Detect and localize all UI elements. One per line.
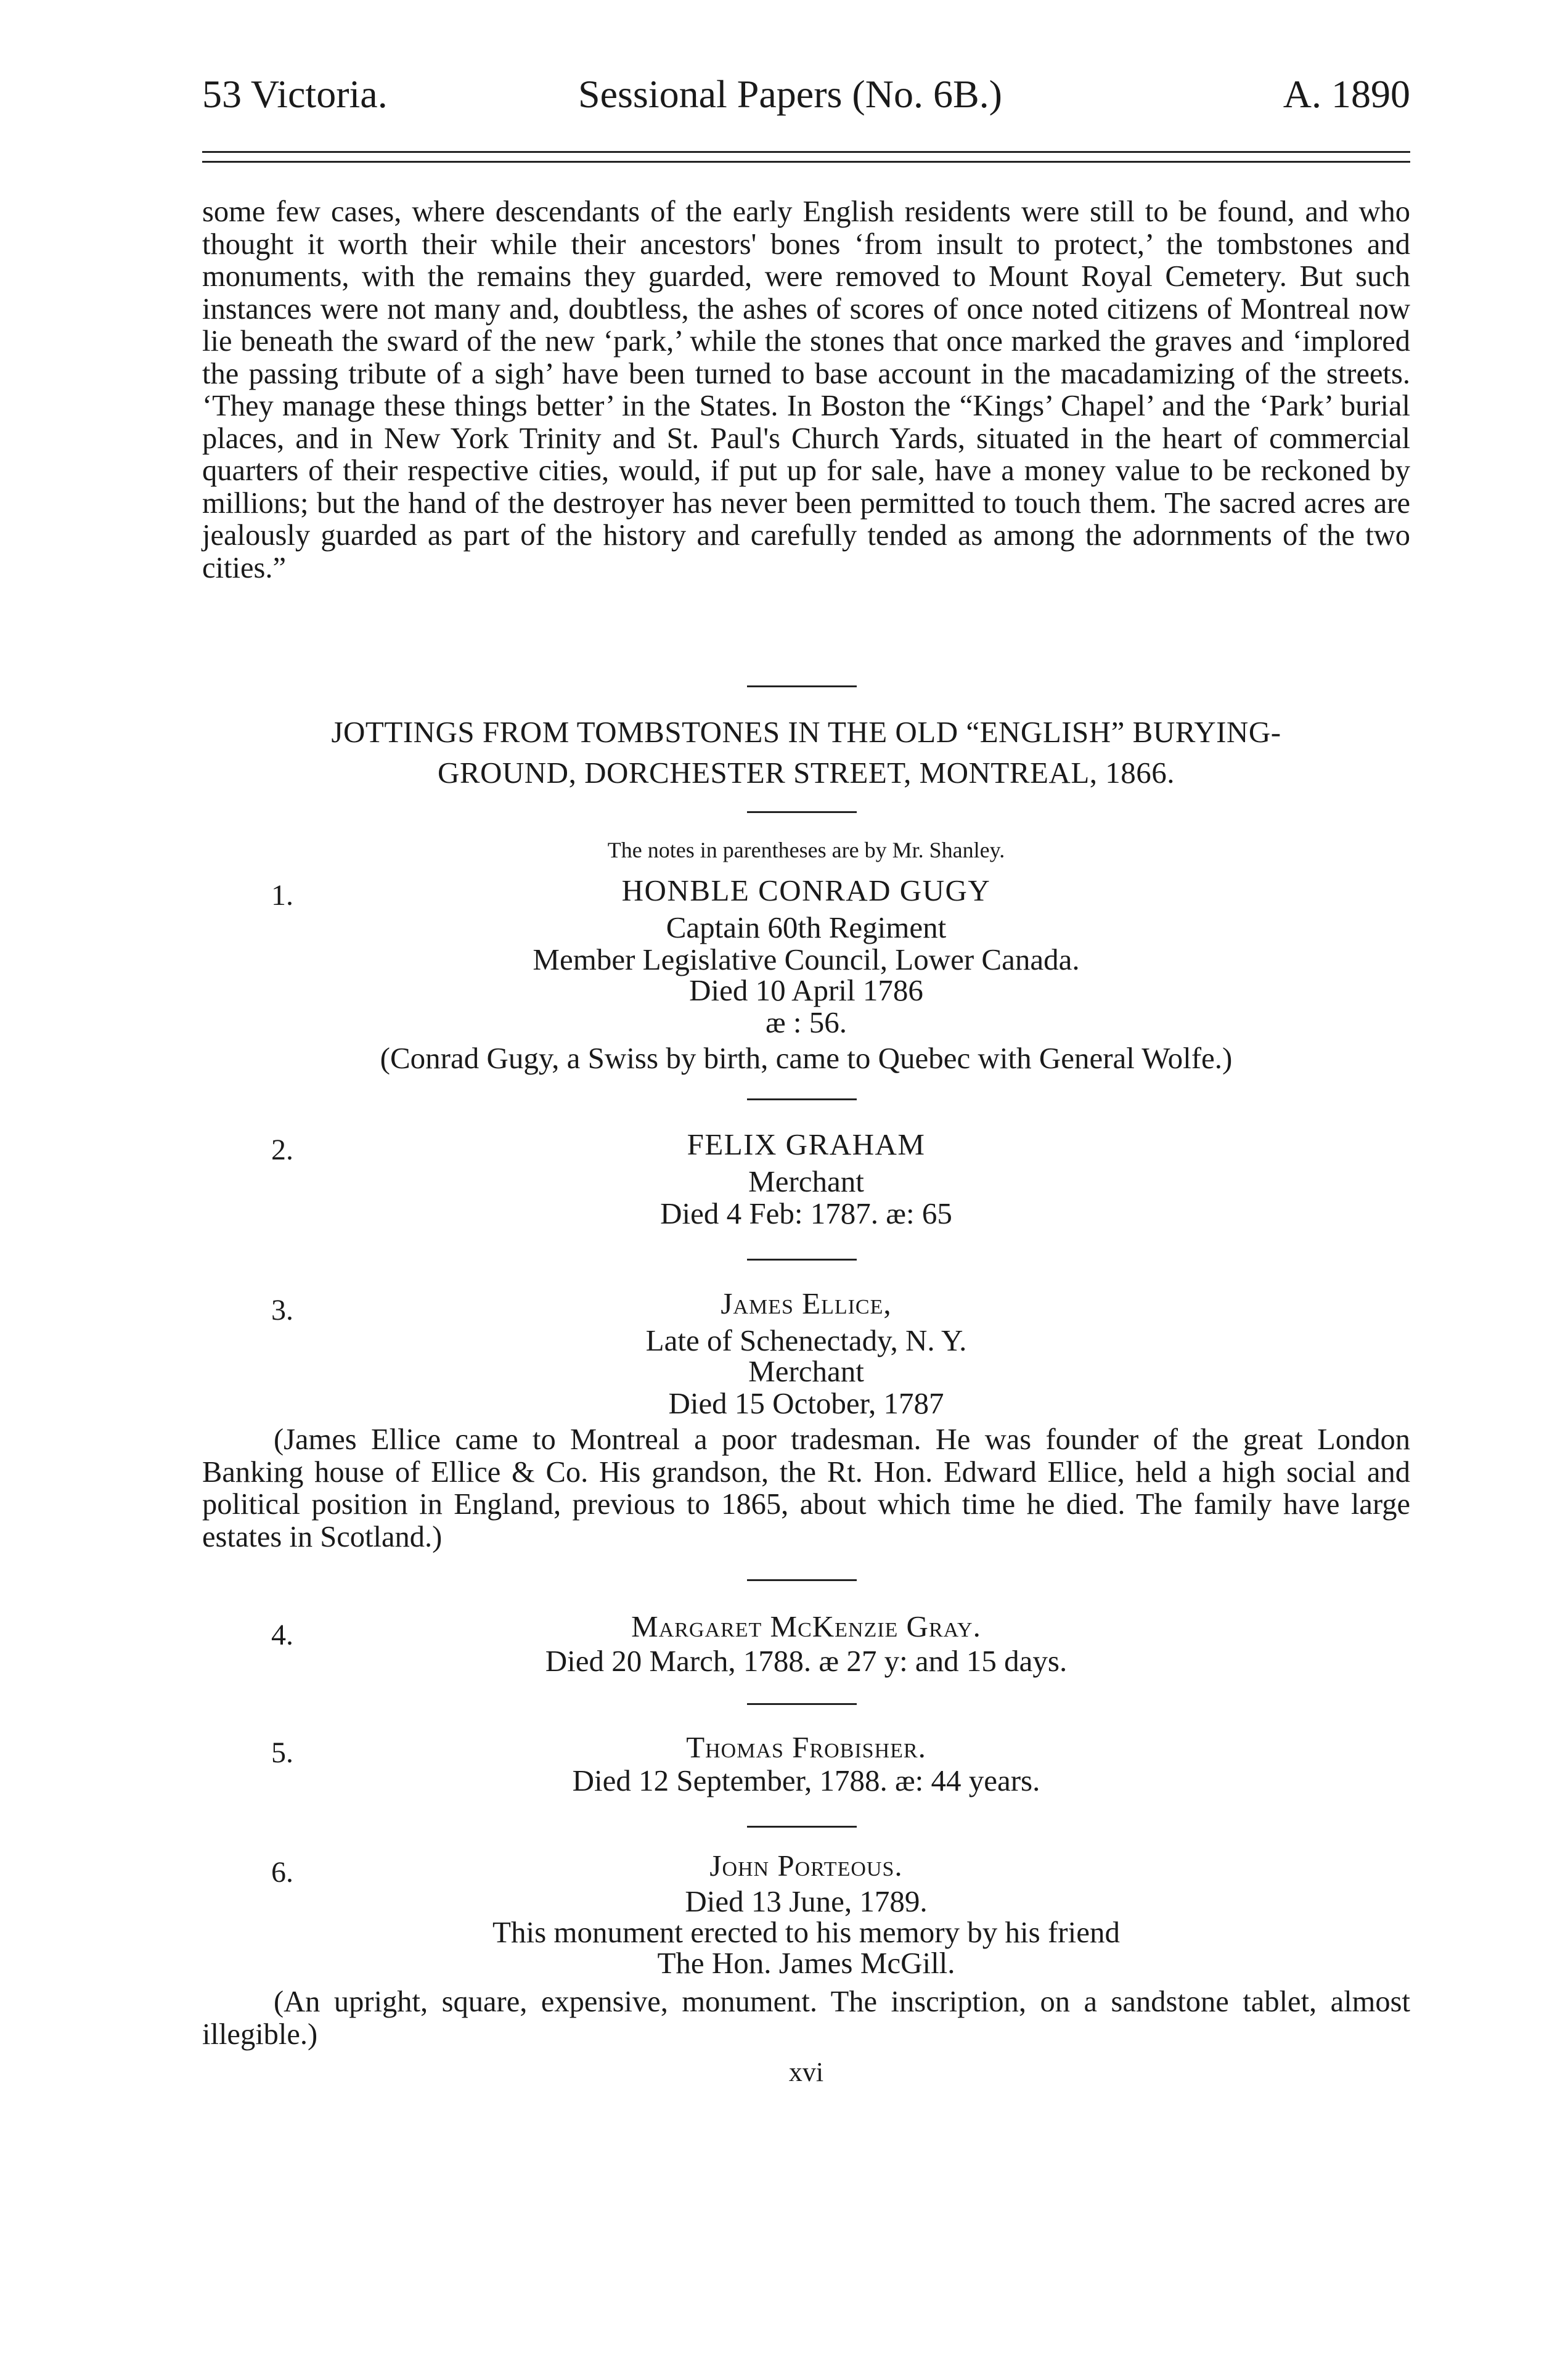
entry-line: Merchant: [748, 1164, 864, 1198]
entry-divider: [747, 1826, 857, 1828]
entry-divider: [747, 1579, 857, 1581]
header-year: A. 1890: [1283, 72, 1410, 116]
entry-number: 5.: [271, 1736, 293, 1769]
entry-name: Margaret McKenzie Gray.: [631, 1609, 981, 1643]
entry-number: 6.: [271, 1856, 293, 1889]
entry-name: FELIX GRAHAM: [687, 1127, 926, 1161]
entry-line: Late of Schenectady, N. Y.: [645, 1323, 967, 1357]
entry-divider: [747, 1098, 857, 1100]
page-number: xvi: [788, 2057, 824, 2087]
entry-name: Thomas Frobisher.: [686, 1730, 926, 1764]
entry-divider: [747, 1259, 857, 1261]
section-title-line-2: GROUND, DORCHESTER STREET, MONTREAL, 1866.: [437, 756, 1175, 790]
entry-line: Died 10 April 1786: [689, 973, 923, 1007]
entry-comment: (James Ellice came to Montreal a poor tradesman. He was founder of the great London Banking house of Ellice & Co. His grandson, the Rt. Hon. Edward Ellice, held a high social and political position in England, previous to 1865, about which time he died. The family have large estates in Scotland.): [202, 1423, 1410, 1553]
intro-paragraph: some few cases, where descendants of the early English residents were still to be found, and who thought it worth their while their ancestors' bones ‘from insult to protect,’ the tombstones and monuments, with the remains they guarded, were removed to Mount Royal Cemetery. But such instances were not many and, doubtless, the ashes of scores of once noted citizens of Montreal now lie beneath the sward of the new ‘park,’ while the stones that once marked the graves and ‘implored the passing tribute of a sigh’ have been turned to base account in the macadamizing of the streets. ‘They manage these things better’ in the States. In Boston the “Kings’ Chapel’ and the ‘Park’ burial places, and in New York Trinity and St. Paul's Church Yards, situated in the heart of commercial quarters of their respective cities, would, if put up for sale, have a money value to be reckoned by millions; but the hand of the destroyer has never been permitted to touch them. The sacred acres are jealously guarded as part of the history and carefully tended as among the adornments of the two cities.”: [202, 195, 1410, 584]
entry-line: Member Legislative Council, Lower Canada.: [533, 942, 1080, 976]
entry-line: This monument erected to his memory by his friend: [492, 1915, 1120, 1949]
entry-number: 2.: [271, 1134, 293, 1166]
section-divider: [747, 685, 857, 687]
entry-name: HONBLE CONRAD GUGY: [621, 873, 991, 907]
header-volume: 53 Victoria.: [202, 72, 388, 116]
entry-line: Died 15 October, 1787: [668, 1386, 944, 1420]
header-rule-bottom: [202, 161, 1410, 163]
entry-comment: (An upright, square, expensive, monument. The inscription, on a sandstone tablet, almost illegible.): [202, 1985, 1410, 2051]
header-title: Sessional Papers (No. 6B.): [578, 72, 1002, 116]
entry-number: 4.: [271, 1619, 293, 1651]
entry-line: æ : 56.: [765, 1005, 847, 1039]
entry-comment: (Conrad Gugy, a Swiss by birth, came to Quebec with General Wolfe.): [380, 1041, 1233, 1075]
entry-line: The Hon. James McGill.: [657, 1946, 955, 1980]
entry-divider: [747, 1703, 857, 1705]
entry-line: Died 20 March, 1788. æ 27 y: and 15 days.: [545, 1644, 1068, 1678]
running-header: [202, 72, 1410, 127]
entry-name: John Porteous.: [709, 1849, 903, 1883]
entry-line: Merchant: [748, 1354, 864, 1388]
header-rule-top: [202, 151, 1410, 153]
title-divider: [747, 811, 857, 813]
editor-note: The notes in parentheses are by Mr. Shanley.: [607, 838, 1005, 862]
entry-number: 1.: [271, 879, 293, 912]
section-title-line-1: JOTTINGS FROM TOMBSTONES IN THE OLD “ENGLISH” BURYING-: [331, 715, 1281, 749]
entry-line: Died 12 September, 1788. æ: 44 years.: [572, 1764, 1040, 1797]
entry-name: James Ellice,: [721, 1286, 892, 1320]
entry-line: Captain 60th Regiment: [666, 910, 947, 944]
entry-line: Died 13 June, 1789.: [685, 1884, 928, 1918]
entry-number: 3.: [271, 1294, 293, 1327]
entry-line: Died 4 Feb: 1787. æ: 65: [660, 1196, 952, 1230]
